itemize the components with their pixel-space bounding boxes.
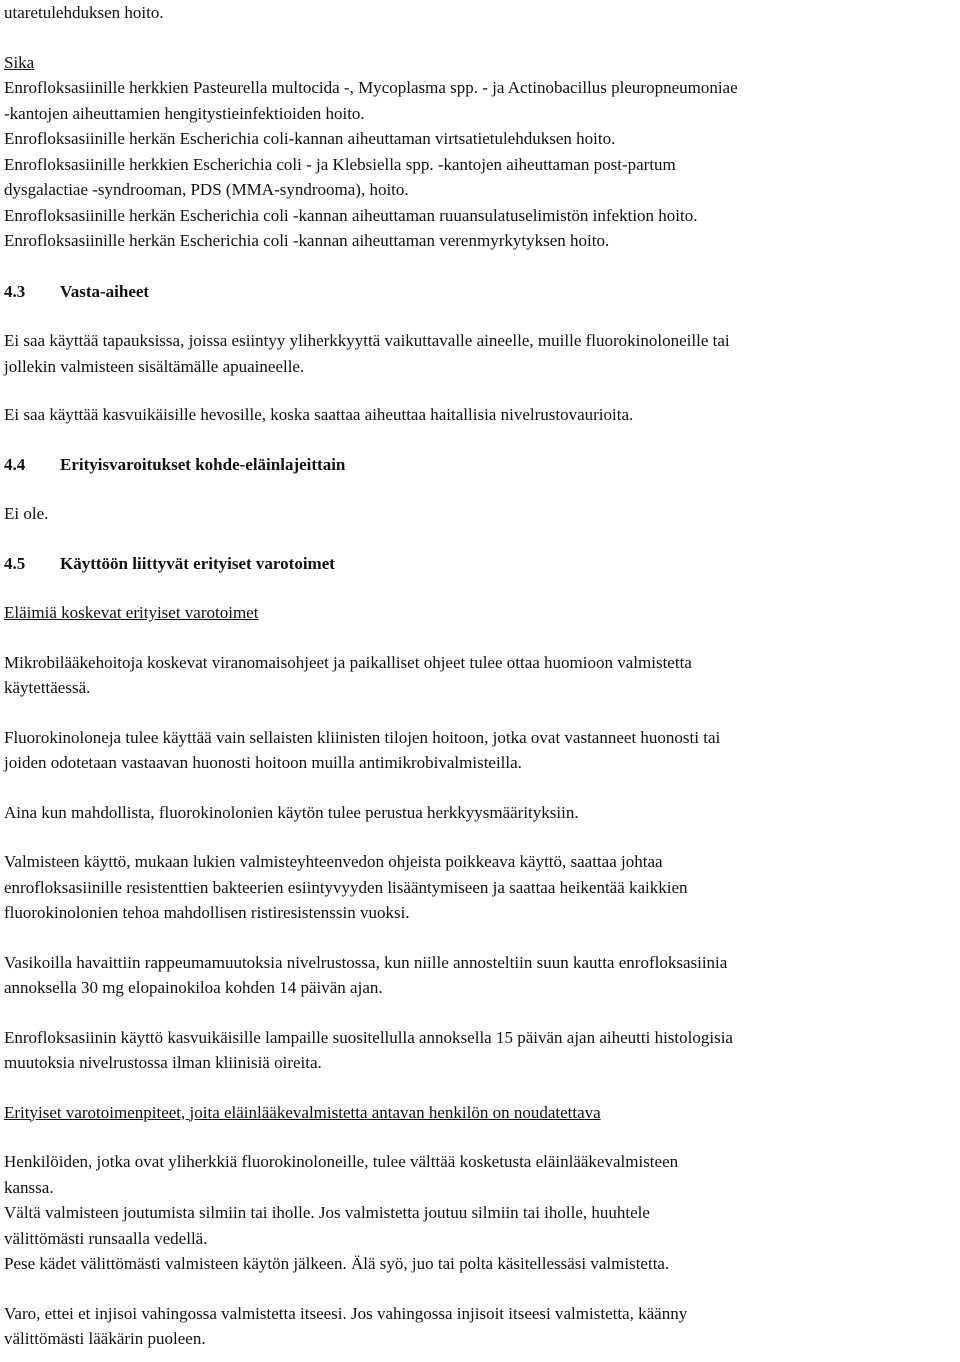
precaution-paragraph — [4, 800, 934, 826]
paragraph-line: Varo, ettei et injisoi vahingossa valmistetta itseesi. Jos vahingossa injisoit itseesi valmistetta, käänny — [4, 1303, 688, 1323]
section-number: 4.4 — [4, 454, 26, 474]
paragraph-line: Henkilöiden, jotka ovat yliherkkiä fluorokinoloneille, tulee välttää kosketusta eläinlääkevalmisteen — [4, 1152, 679, 1171]
section-number: 4.5 — [4, 553, 26, 573]
paragraph-line: kanssa. — [4, 1177, 54, 1197]
precaution-paragraph — [4, 650, 934, 701]
paragraph-line: Aina kun mahdollista, fluorokinolonien käytön tulee perustua herkkyysmäärityksiin. — [4, 802, 579, 822]
paragraph-line: Vältä valmisteen joutumista silmiin tai iholle. Jos valmistetta joutuu silmiin tai iholle, huuhtele — [4, 1203, 650, 1222]
paragraph-line: jollekin valmisteen sisältämälle apuaineelle. — [4, 356, 305, 376]
section-4-5-heading — [4, 551, 934, 577]
contraindication-paragraph — [4, 328, 934, 379]
paragraph-line: Vasikoilla havaittiin rappeumamuutoksia nivelrustossa, kun niille annosteltiin suun kautta enrofloksasiinia — [4, 952, 728, 972]
sika-line: Enrofloksasiinille herkän Escherichia coli-kannan aiheuttaman virtsatietulehduksen hoito. — [4, 129, 616, 148]
section-title: Käyttöön liittyvät erityiset varotoimet — [60, 553, 335, 573]
animal-precautions-subheading: Eläimiä koskevat erityiset varotoimet — [4, 603, 259, 622]
sika-line: Enrofloksasiinille herkän Escherichia coli -kannan aiheuttaman ruuansulatuselimistön infektion hoito. — [4, 205, 698, 225]
section-4-4-heading — [4, 452, 934, 478]
section-4-3-heading — [4, 279, 934, 305]
paragraph-line: Ei saa käyttää tapauksissa, joissa esiintyy yliherkkyyttä vaikuttavalle aineelle, muille fluorokinoloneille tai — [4, 331, 730, 350]
paragraph-line: muutoksia nivelrustossa ilman kliinisiä oireita. — [4, 1053, 322, 1072]
paragraph-line: välittömästi lääkärin puoleen. — [4, 1329, 206, 1348]
section-title: Erityisvaroitukset kohde-eläinlajeittain — [60, 454, 346, 474]
paragraph-line: Pese kädet välittömästi valmisteen käytön jälkeen. Älä syö, juo tai polta käsitellessäsi valmistetta. — [4, 1254, 670, 1273]
sika-line: -kantojen aiheuttamien hengitystieinfektioiden hoito. — [4, 103, 365, 123]
precaution-paragraph — [4, 1025, 934, 1076]
section-number: 4.3 — [4, 281, 26, 301]
intro-tail: utaretulehduksen hoito. — [4, 3, 164, 22]
paragraph-line: Fluorokinoloneja tulee käyttää vain sellaisten kliinisten tilojen hoitoon, jotka ovat vastanneet huonosti tai — [4, 727, 721, 747]
contraindication-horses: Ei saa käyttää kasvuikäisille hevosille, koska saattaa aiheuttaa haitallisia nivelrustovaurioita. — [4, 405, 634, 424]
paragraph-line: enrofloksasiinille resistenttien bakteerien esiintyvyyden lisääntymiseen ja saattaa heikentää kaikkien — [4, 877, 688, 897]
precaution-paragraph — [4, 950, 934, 1001]
sika-line: dysgalactiae -syndrooman, PDS (MMA-syndrooma), hoito. — [4, 180, 409, 199]
precaution-paragraph — [4, 849, 934, 926]
sika-lines — [4, 75, 934, 254]
paragraph-line: Mikrobilääkehoitoja koskevat viranomaisohjeet ja paikalliset ohjeet tulee ottaa huomioon valmistetta — [4, 652, 692, 672]
person-precautions-paragraph — [4, 1149, 934, 1277]
paragraph-line: joiden odotetaan vastaavan huonosti hoitoon muilla antimikrobivalmisteilla. — [4, 753, 522, 772]
paragraph-line: Valmisteen käyttö, mukaan lukien valmisteyhteenvedon ohjeista poikkeava käyttö, saattaa johtaa — [4, 852, 663, 871]
paragraph-line: annoksella 30 mg elopainokiloa kohden 14 päivän ajan. — [4, 978, 383, 997]
sika-line: Enrofloksasiinille herkkien Escherichia coli - ja Klebsiella spp. -kantojen aiheuttaman post-partum — [4, 154, 676, 174]
paragraph-line: käytettäessä. — [4, 678, 91, 697]
sika-title: Sika — [4, 52, 35, 72]
sika-line: Enrofloksasiinille herkän Escherichia coli -kannan aiheuttaman verenmyrkytyksen hoito. — [4, 231, 610, 250]
section-4-4-text: Ei ole. — [4, 504, 49, 523]
section-title: Vasta-aiheet — [60, 281, 150, 301]
sika-line: Enrofloksasiinille herkkien Pasteurella multocida -, Mycoplasma spp. - ja Actinobacillus pleuropneumoniae — [4, 78, 738, 97]
paragraph-line: välittömästi runsaalla vedellä. — [4, 1228, 208, 1248]
person-precautions-subheading: Erityiset varotoimenpiteet, joita eläinlääkevalmistetta antavan henkilön on noudatettava — [4, 1102, 601, 1122]
paragraph-line: Enrofloksasiinin käyttö kasvuikäisille lampaille suositellulla annoksella 15 päivän ajan aiheutti histologisia — [4, 1027, 733, 1047]
self-injection-paragraph — [4, 1301, 934, 1352]
precaution-paragraph — [4, 725, 934, 776]
paragraph-line: fluorokinolonien tehoa mahdollisen ristiresistenssin vuoksi. — [4, 903, 410, 922]
